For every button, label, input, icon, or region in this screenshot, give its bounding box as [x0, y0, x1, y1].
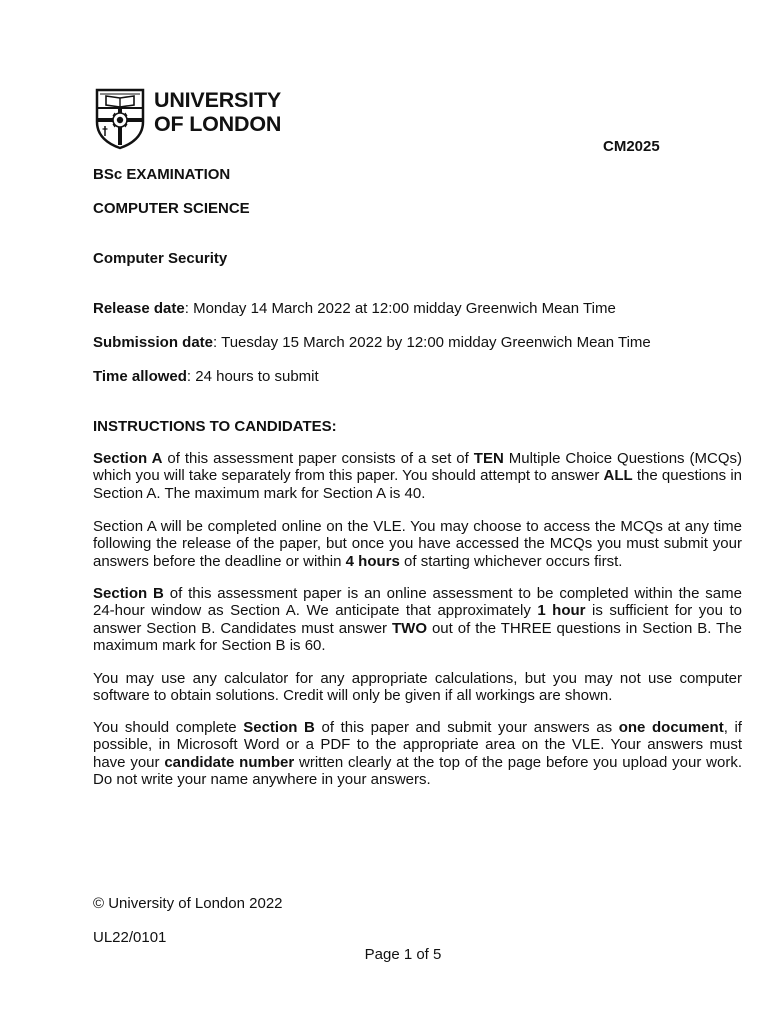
p1-text-3: the questions in Section A. The maximum mark for Section A is 40.	[93, 467, 742, 502]
university-crest-icon	[94, 88, 146, 150]
p1-bold-ten: TEN	[473, 450, 504, 467]
university-logo	[94, 88, 294, 152]
p5-text-4: written clearly at the top of the page before you upload your work. Do not write your name anywhere in your answers.	[93, 753, 742, 789]
page-number: Page 1 of 5	[364, 946, 442, 963]
logo-line-2: OF LONDON	[154, 112, 282, 136]
release-date-label: Release date	[93, 300, 185, 317]
course-code: CM2025	[603, 138, 660, 155]
instructions-paragraph-2	[93, 518, 742, 570]
submission-date	[93, 334, 651, 351]
p1-text-1: of this assessment paper consists of a set of	[162, 450, 474, 467]
p3-text-1: of this assessment paper is an online assessment to be completed within the same 24-hour window as Section A. We anticipate that approximately	[93, 585, 742, 620]
p2-text-1: Section A will be completed online on the VLE. You may choose to access the MCQs at any time following the release of the paper, but once you have accessed the MCQs you must submit your answers before the deadline or within	[93, 518, 742, 570]
p4-text: You may use any calculator for any appropriate calculations, but you may not use computer software to obtain solutions. Credit will only be given if all workings are shown.	[93, 670, 742, 705]
university-wordmark	[154, 88, 281, 136]
paper-reference: UL22/0101	[93, 929, 167, 946]
submission-date-label: Submission date	[93, 334, 214, 351]
instructions-paragraph-1	[93, 450, 742, 502]
p3-bold-1-hour: 1 hour	[537, 602, 586, 620]
instructions-paragraph-4	[93, 670, 742, 705]
exam-type: BSc EXAMINATION	[93, 166, 231, 183]
p5-text-3: , if possible, in Microsoft Word or a PDF to the appropriate area on the VLE. Your answers must have your	[93, 719, 742, 771]
p5-text-2: of this paper and submit your answers as	[314, 719, 619, 736]
p3-bold-two: TWO	[392, 619, 427, 637]
subject: COMPUTER SCIENCE	[93, 200, 250, 217]
p3-text-2: is sufficient for you to answer Section B. Candidates must answer	[93, 602, 742, 637]
module-title: Computer Security	[93, 250, 228, 267]
p5-bold-section-b: Section B	[243, 719, 315, 736]
release-date	[93, 300, 616, 317]
release-date-value: : Monday 14 March 2022 at 12:00 midday Greenwich Mean Time	[184, 300, 616, 317]
instructions-paragraph-5	[93, 719, 742, 789]
p1-text-2: Multiple Choice Questions (MCQs) which you will take separately from this paper. You should attempt to answer	[93, 450, 743, 485]
p3-text-3: out of the THREE questions in Section B. The maximum mark for Section B is 60.	[93, 619, 742, 655]
p5-bold-candidate-number: candidate number	[164, 753, 295, 771]
time-allowed-value: : 24 hours to submit	[186, 368, 319, 385]
copyright: © University of London 2022	[93, 895, 283, 912]
p1-bold-all: ALL	[603, 467, 633, 485]
p5-text-1: You should complete	[93, 719, 244, 736]
time-allowed	[93, 368, 319, 385]
p3-bold-section-b: Section B	[93, 585, 164, 602]
p2-bold-4-hours: 4 hours	[345, 552, 400, 570]
logo-line-1: UNIVERSITY	[154, 88, 282, 112]
p2-text-2: of starting whichever occurs first.	[399, 552, 623, 570]
submission-date-value: : Tuesday 15 March 2022 by 12:00 midday Greenwich Mean Time	[213, 334, 651, 351]
p5-bold-one-document: one document	[618, 719, 724, 736]
instructions-paragraph-3	[93, 585, 742, 655]
instructions-heading: INSTRUCTIONS TO CANDIDATES:	[93, 418, 337, 435]
time-allowed-label: Time allowed	[93, 368, 187, 385]
p1-bold-section-a: Section A	[93, 450, 163, 467]
